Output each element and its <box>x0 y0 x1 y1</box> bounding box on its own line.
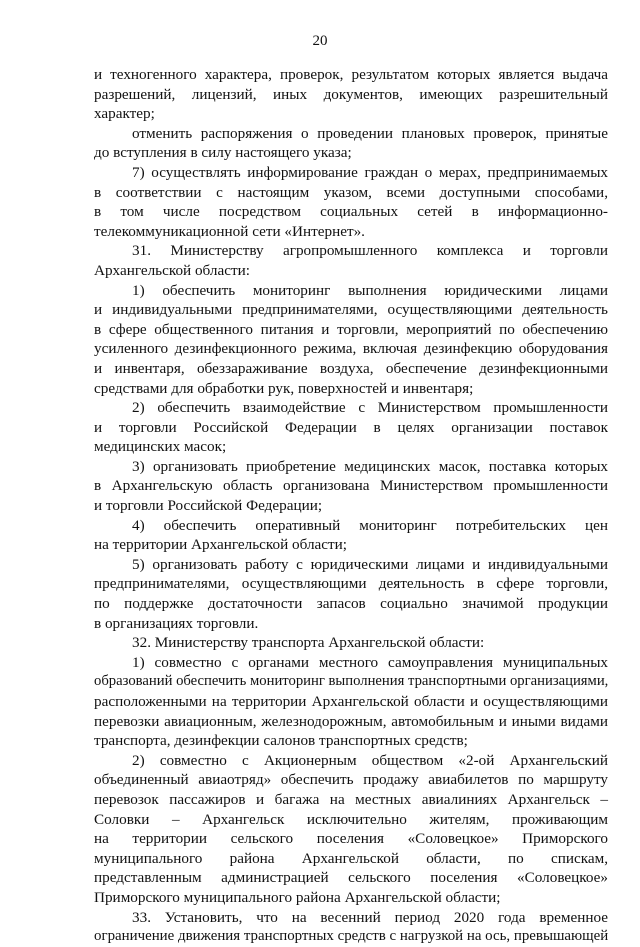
text-line: характер; <box>94 105 155 123</box>
text-line: разрешений, лицензий, иных документов, имеющих разрешительный <box>94 85 608 103</box>
text-line: усиленного дезинфекционного режима, включая дезинфекцию оборудования <box>94 340 608 358</box>
text-line: 1) совместно с органами местного самоуправления муниципальных <box>132 653 608 671</box>
text-line: медицинских масок; <box>94 438 227 456</box>
text-line: перевозок пассажиров и багажа на местных авиалиниях Архангельск – <box>94 790 608 808</box>
text-line: 31. Министерству агропромышленного комплекса и торговли <box>132 242 608 260</box>
text-line: в организациях торговли. <box>94 614 259 632</box>
text-line: и торговли Российской Федерации; <box>94 497 323 515</box>
text-line: расположенными на территории Архангельской области и осуществляющими <box>94 693 608 710</box>
text-line: в том числе посредством социальных сетей в информационно- <box>94 203 608 221</box>
text-line: муниципального района Архангельской области, по спискам, <box>94 849 608 867</box>
text-line: 3) организовать приобретение медицинских масок, поставка которых <box>132 457 608 475</box>
text-line: представленным администрацией сельского поселения «Соловецкое» <box>94 869 608 887</box>
text-line: 5) организовать работу с юридическими лицами и индивидуальными <box>132 555 608 573</box>
text-line: в сфере общественного питания и торговли, мероприятий по обеспечению <box>94 320 608 338</box>
text-line: отменить распоряжения о проведении плановых проверок, принятые <box>132 124 608 142</box>
text-line: 2) совместно с Акционерным обществом «2-ой Архангельский <box>132 751 608 769</box>
text-line: объединенный авиаотряд» обеспечить продажу авиабилетов по маршруту <box>94 771 608 789</box>
text-line: на территории сельского поселения «Соловецкое» Приморского <box>94 830 608 848</box>
text-line: 1) обеспечить мониторинг выполнения юридическими лицами <box>132 281 608 299</box>
text-line: средствами для обработки рук, поверхностей и инвентаря; <box>94 379 474 397</box>
text-line: телекоммуникационной сети «Интернет». <box>94 222 365 240</box>
text-line: и индивидуальными предпринимателями, осуществляющими деятельность <box>94 301 608 319</box>
text-line: и инвентаря, обеззараживание воздуха, обеспечение дезинфекционными <box>94 359 608 377</box>
text-line: ограничение движения транспортных средств с нагрузкой на ось, превышающей <box>94 928 609 945</box>
text-line: Архангельской области: <box>94 261 250 279</box>
document-body <box>94 65 608 947</box>
text-line: Приморского муниципального района Архангельской области; <box>94 888 501 906</box>
text-line: на территории Архангельской области; <box>94 536 347 554</box>
text-line: перевозки авиационным, железнодорожным, автомобильным и иными видами <box>94 712 608 730</box>
text-line: до вступления в силу настоящего указа; <box>94 144 352 162</box>
text-line: 2) обеспечить взаимодействие с Министерством промышленности <box>132 399 608 417</box>
text-line: Соловки – Архангельск исключительно жителям, проживающим <box>94 810 608 828</box>
text-line: в Архангельскую область организована Министерством промышленности <box>94 477 608 495</box>
text-line: транспорта, дезинфекции салонов транспортных средств; <box>94 732 468 750</box>
text-line: 33. Установить, что на весенний период 2020 года временное <box>132 908 608 926</box>
text-line: и техногенного характера, проверок, результатом которых является выдача <box>94 66 608 83</box>
text-line: и торговли Российской Федерации в целях организации поставок <box>94 418 608 436</box>
text-line: 7) осуществлять информирование граждан о мерах, предпринимаемых <box>132 163 608 181</box>
text-line: в соответствии с настоящим указом, всеми доступными способами, <box>94 183 608 201</box>
text-line: 32. Министерству транспорта Архангельской области: <box>132 634 485 652</box>
text-line: 4) обеспечить оперативный мониторинг потребительских цен <box>132 516 608 534</box>
text-line: по поддержке достаточности запасов социально значимой продукции <box>94 595 608 613</box>
text-line: предпринимателями, осуществляющими деятельность в сфере торговли, <box>94 575 608 593</box>
page-number: 20 <box>312 33 328 49</box>
text-line: образований обеспечить мониторинг выполнения транспортными организациями, <box>94 673 609 690</box>
